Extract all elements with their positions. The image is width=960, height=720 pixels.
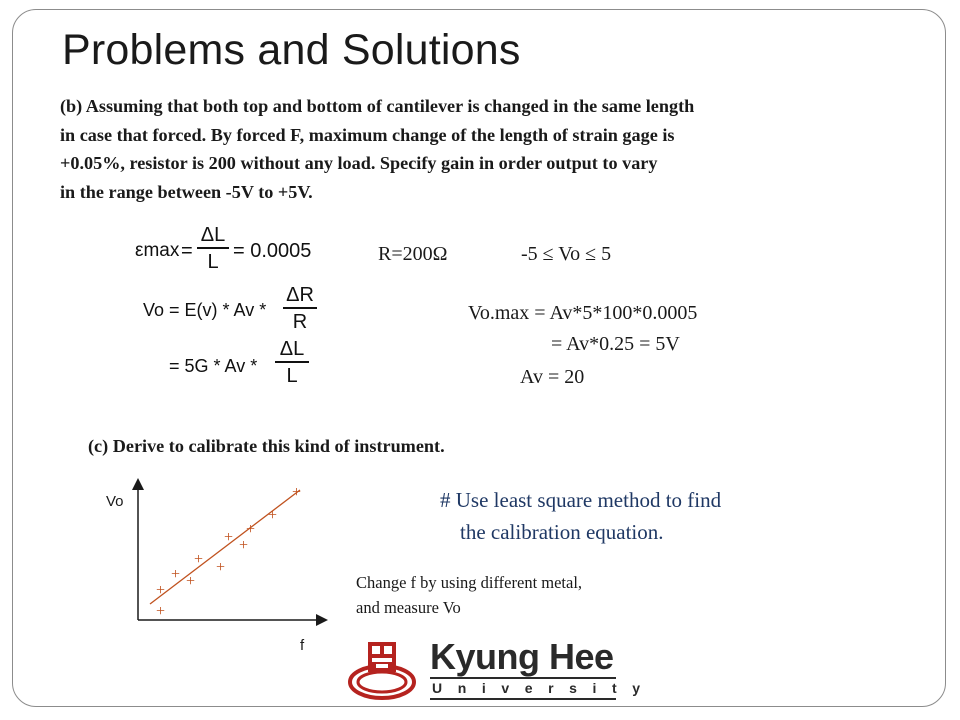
vo2-den: L: [286, 365, 298, 387]
logo-name: Kyung Hee: [430, 636, 614, 677]
logo-sub: University: [432, 680, 656, 696]
fit-line: [150, 490, 300, 604]
vo2-fraction: [275, 338, 309, 387]
y-axis-label: Vo: [106, 493, 124, 510]
change-line-1: Change f by using different metal,: [356, 573, 583, 592]
vomax-line-2: = Av*0.25 = 5V: [551, 333, 680, 355]
eps-num: ΔL: [200, 224, 226, 246]
vo2-lhs: = 5G * Av *: [169, 356, 258, 376]
calibration-plot: [100, 478, 330, 658]
kyung-hee-logo: [346, 636, 656, 706]
vo-num: ΔR: [286, 284, 314, 306]
data-point: +: [246, 521, 256, 538]
part-c-heading: (c) Derive to calibrate this kind of instrument.: [88, 436, 445, 456]
data-point: +: [268, 507, 278, 524]
change-line-2: and measure Vo: [356, 598, 461, 617]
data-point: +: [224, 529, 234, 546]
note-line-2: the calibration equation.: [460, 520, 664, 544]
data-point: +: [171, 566, 181, 583]
logo-rule-bottom: [430, 698, 616, 700]
data-point: +: [194, 551, 204, 568]
logo-rule-top: [430, 677, 616, 679]
equation-image: [135, 218, 335, 394]
vo-range: -5 ≤ Vo ≤ 5: [521, 243, 612, 265]
data-point: +: [156, 603, 166, 620]
data-point: +: [216, 559, 226, 576]
vo-fraction: [283, 284, 317, 333]
eps-equals: =: [181, 240, 193, 262]
av-result: Av = 20: [520, 366, 585, 388]
data-point: +: [156, 582, 166, 599]
part-b-line-4: in the range between -5V to +5V.: [60, 181, 313, 202]
eps-rhs: = 0.0005: [233, 240, 312, 262]
eps-lhs: εmax: [135, 240, 180, 261]
eps-fraction: [197, 224, 229, 273]
university-emblem-icon: [346, 636, 426, 706]
vo-lhs: Vo = E(v) * Av *: [143, 300, 267, 320]
part-b-text: [60, 92, 920, 206]
data-points: [156, 484, 301, 620]
eps-den: L: [207, 251, 219, 273]
data-point: +: [186, 573, 196, 590]
part-b-line-1: (b) Assuming that both top and bottom of cantilever is changed in the same length: [60, 96, 695, 116]
data-point: +: [292, 484, 302, 501]
r-value: R=200Ω: [378, 243, 448, 265]
vomax-line-1: Vo.max = Av*5*100*0.0005: [468, 302, 698, 324]
part-b-line-3: +0.05%, resistor is 200 without any load. Specify gain in order output to vary: [60, 153, 658, 174]
data-point: +: [239, 537, 249, 554]
vo-den: R: [292, 311, 308, 333]
x-axis-label: f: [300, 637, 305, 654]
vo2-num: ΔL: [279, 338, 305, 360]
slide-title: Problems and Solutions: [62, 26, 521, 74]
note-line-1: # Use least square method to find: [440, 488, 722, 512]
part-b-line-2: in case that forced. By forced F, maximum change of the length of strain gage is: [60, 124, 675, 145]
